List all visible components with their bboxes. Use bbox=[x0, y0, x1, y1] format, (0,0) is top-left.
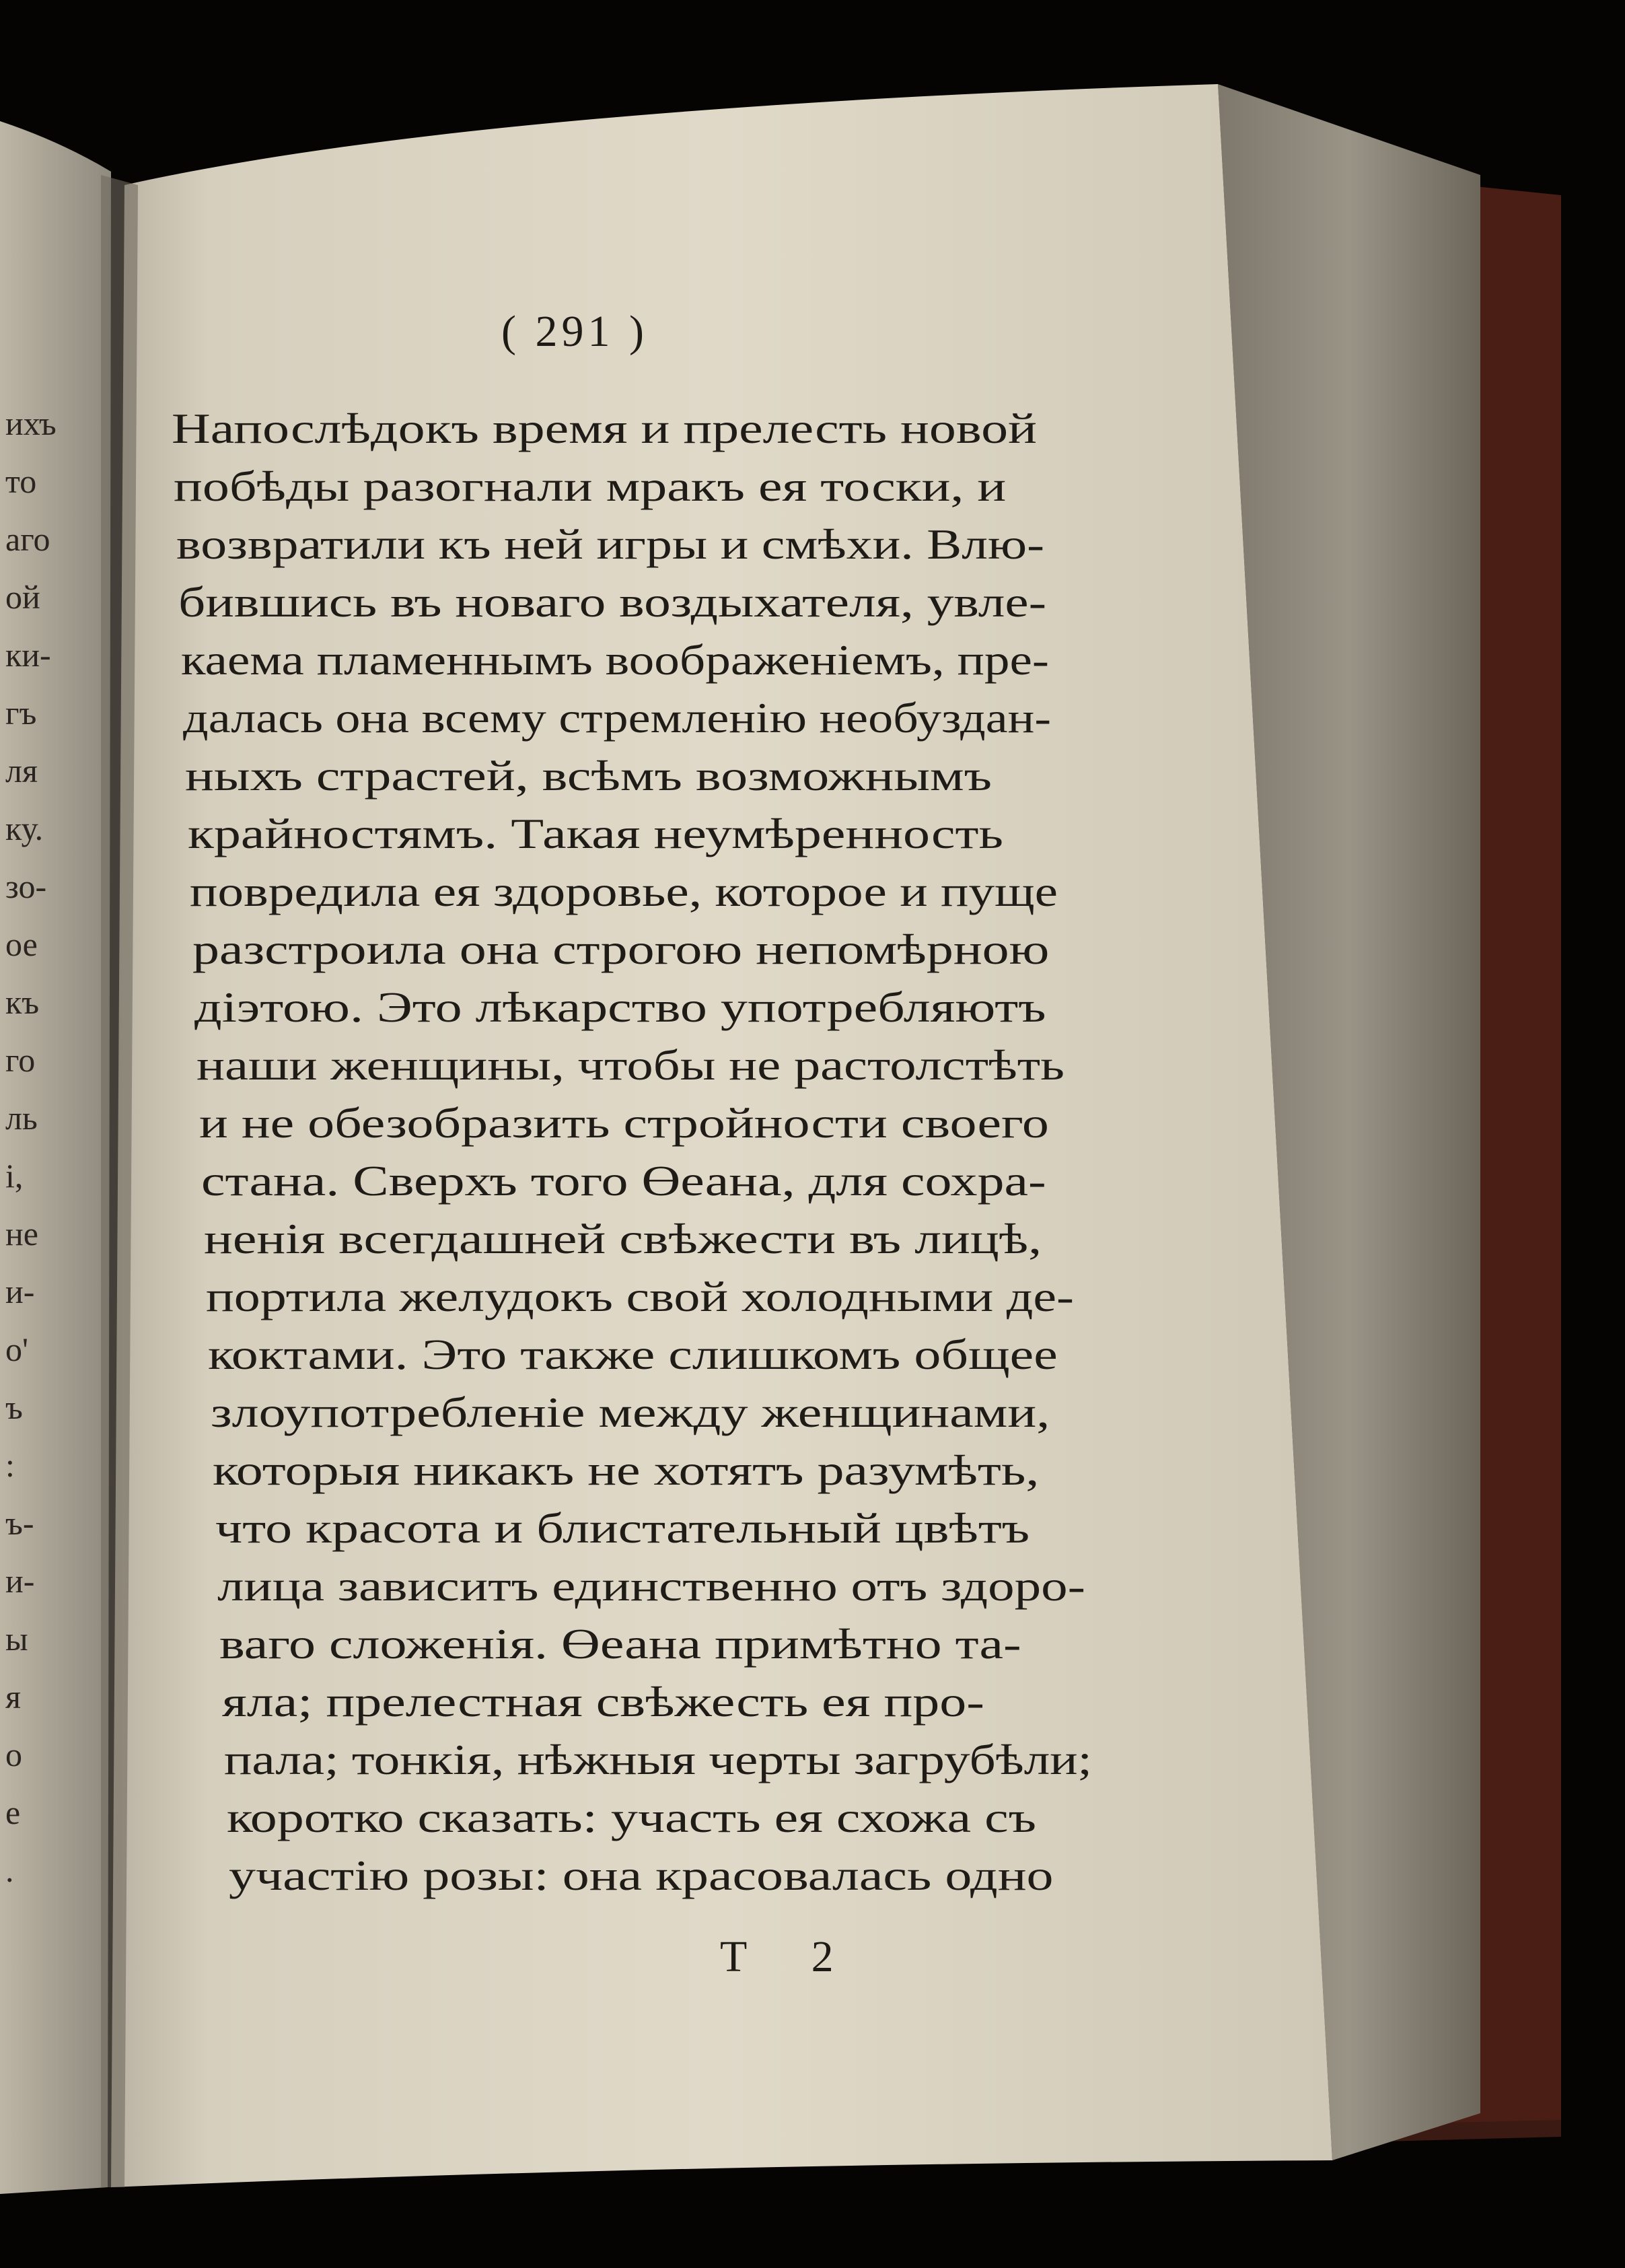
text-line-content: Напослѣдокъ время и прелесть новой bbox=[172, 404, 1037, 452]
left-line: ль bbox=[5, 1099, 38, 1137]
text-line-content: возвратили къ ней игры и смѣхи. Влю- bbox=[176, 520, 1044, 568]
left-line: зо- bbox=[5, 867, 47, 905]
text-line-content: наши женщины, чтобы не растолстѣть bbox=[196, 1041, 1065, 1089]
left-line: ъ bbox=[5, 1388, 23, 1426]
text-line-content: ненія всегдашней свѣжести въ лицѣ, bbox=[203, 1215, 1042, 1263]
text-line-content: портила желудокъ свой холодными де- bbox=[206, 1273, 1075, 1320]
left-line: е bbox=[5, 1794, 21, 1831]
left-line: то bbox=[5, 462, 37, 500]
left-line: къ bbox=[5, 983, 40, 1021]
left-line: ля bbox=[5, 752, 38, 789]
left-line: гъ bbox=[5, 694, 37, 732]
text-line-content: бившись въ новаго воздыхателя, увле- bbox=[178, 578, 1047, 626]
text-line-content: злоупотребленіе между женщинами, bbox=[210, 1388, 1050, 1436]
text-line-content: яла; прелестная свѣжесть ея про- bbox=[221, 1678, 984, 1726]
text-line-content: участію розы: она красовалась одно bbox=[229, 1851, 1054, 1899]
text-line-content: которыя никакъ не хотятъ разумѣть, bbox=[213, 1446, 1040, 1494]
page-number: ( 291 ) bbox=[501, 307, 648, 356]
left-line: и- bbox=[5, 1273, 35, 1310]
left-line: ы bbox=[5, 1620, 28, 1658]
left-line: ой bbox=[5, 578, 40, 616]
text-line-content: повредила ея здоровье, которое и пуще bbox=[190, 867, 1058, 915]
text-line-content: діэтою. Это лѣкарство употребляютъ bbox=[194, 983, 1046, 1031]
text-line-content: далась она всему стремленію необуздан- bbox=[183, 694, 1051, 742]
left-line: о bbox=[5, 1736, 22, 1773]
signature-mark: T 2 bbox=[720, 1932, 861, 1981]
text-line-content: разстроила она строгою непомѣрною bbox=[192, 925, 1049, 973]
left-line: : bbox=[5, 1446, 15, 1484]
left-line: о' bbox=[5, 1331, 29, 1368]
left-line: аго bbox=[5, 520, 50, 558]
text-line-content: стана. Сверхъ того Өеана, для сохра- bbox=[201, 1157, 1046, 1205]
left-line: ку. bbox=[5, 810, 44, 847]
text-line-content: ныхъ страстей, всѣмъ возможнымъ bbox=[185, 752, 992, 800]
left-line: і, bbox=[5, 1157, 24, 1195]
left-line: го bbox=[5, 1041, 36, 1079]
left-page-text bbox=[0, 404, 101, 1909]
text-line-content: что красота и блистательный цвѣтъ bbox=[215, 1504, 1030, 1552]
text-line-content: и не обезобразить стройности своего bbox=[198, 1099, 1049, 1147]
left-line: я bbox=[5, 1678, 21, 1715]
left-line: . bbox=[5, 1851, 14, 1889]
text-line-content: крайностямъ. Такая неумѣренность bbox=[187, 810, 1003, 857]
left-line: ки- bbox=[5, 636, 51, 674]
text-line-content: коктами. Это также слишкомъ общее bbox=[208, 1331, 1058, 1378]
text-line-content: побѣды разогнали мракъ ея тоски, и bbox=[174, 462, 1007, 510]
text-line-content: каема пламеннымъ воображеніемъ, пре- bbox=[180, 636, 1049, 684]
left-line: ихъ bbox=[5, 404, 57, 442]
left-line: ъ- bbox=[5, 1504, 34, 1542]
text-line-content: коротко сказать: участь ея схожа съ bbox=[226, 1794, 1036, 1841]
left-line: не bbox=[5, 1215, 38, 1252]
left-line: ое bbox=[5, 925, 38, 963]
right-page bbox=[111, 84, 1332, 2187]
text-line-content: лица зависитъ единственно отъ здоро- bbox=[217, 1562, 1085, 1610]
text-line-content: пала; тонкія, нѣжныя черты загрубѣли; bbox=[224, 1736, 1093, 1783]
left-line: и- bbox=[5, 1562, 35, 1600]
text-line-content: ваго сложенія. Өеана примѣтно та- bbox=[219, 1620, 1022, 1668]
